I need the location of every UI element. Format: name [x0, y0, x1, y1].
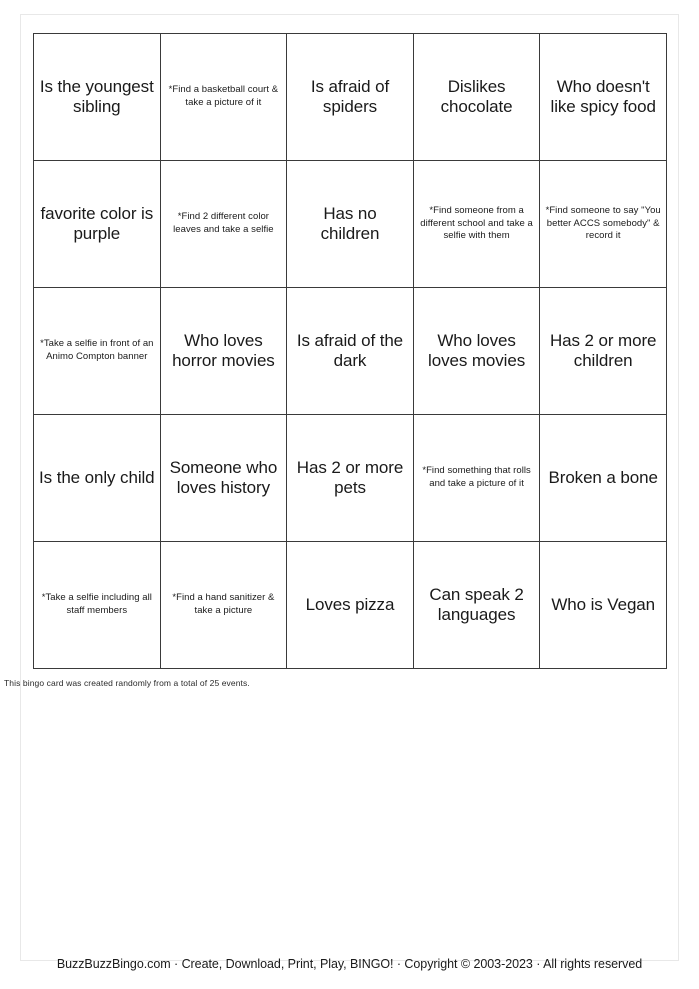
bingo-row — [34, 542, 667, 669]
bingo-row — [34, 415, 667, 542]
bingo-cell[interactable] — [413, 34, 540, 161]
bingo-cell-label: *Find 2 different color leaves and take a selfie — [173, 211, 274, 235]
bingo-cell[interactable] — [34, 161, 161, 288]
bingo-cell-label: Loves pizza — [305, 595, 395, 615]
bingo-cell-label: Has no children — [320, 204, 380, 243]
bingo-cell-label: Who is Vegan — [551, 595, 656, 615]
bingo-cell[interactable] — [287, 161, 414, 288]
bingo-cell-label: Is the only child — [39, 468, 155, 488]
bingo-cell[interactable] — [540, 288, 667, 415]
bingo-cell[interactable] — [34, 288, 161, 415]
bingo-cell-label: Is the youngest sibling — [39, 77, 154, 116]
bingo-cell[interactable] — [160, 34, 287, 161]
bingo-cell[interactable] — [160, 542, 287, 669]
bingo-cell-label: Who doesn't like spicy food — [550, 77, 656, 116]
bingo-cell-label: *Find someone to say "You better ACCS somebody" & record it — [545, 205, 661, 242]
card-generation-note: This bingo card was created randomly from a total of 25 events. — [4, 678, 250, 688]
bingo-cell-label: *Take a selfie including all staff members — [41, 592, 152, 616]
bingo-cell-label: *Find a basketball court & take a picture of it — [168, 84, 279, 108]
bingo-cell[interactable] — [34, 542, 161, 669]
bingo-cell-label: favorite color is purple — [40, 204, 154, 243]
bingo-row — [34, 161, 667, 288]
bingo-cell-label: *Find someone from a different school and take a selfie with them — [420, 205, 533, 242]
bingo-grid — [33, 33, 667, 669]
bingo-cell[interactable] — [160, 415, 287, 542]
bingo-card — [33, 33, 666, 668]
bingo-cell[interactable] — [287, 34, 414, 161]
bingo-cell[interactable] — [540, 161, 667, 288]
bingo-grid-body — [34, 34, 667, 669]
bingo-cell[interactable] — [34, 34, 161, 161]
bingo-cell-label: *Take a selfie in front of an Animo Compton banner — [40, 338, 154, 362]
bingo-cell[interactable] — [413, 288, 540, 415]
bingo-cell-label: Has 2 or more pets — [296, 458, 404, 497]
bingo-cell-label: Broken a bone — [548, 468, 658, 488]
bingo-cell[interactable] — [287, 288, 414, 415]
bingo-row — [34, 34, 667, 161]
bingo-cell[interactable] — [34, 415, 161, 542]
bingo-cell-label: Someone who loves history — [169, 458, 278, 497]
bingo-cell-label: Is afraid of spiders — [310, 77, 390, 116]
bingo-cell-label: *Find a hand sanitizer & take a picture — [172, 592, 275, 616]
bingo-cell[interactable] — [287, 542, 414, 669]
bingo-cell-label: Is afraid of the dark — [296, 331, 404, 370]
bingo-cell-label: Dislikes chocolate — [440, 77, 513, 116]
bingo-cell[interactable] — [413, 161, 540, 288]
bingo-cell[interactable] — [413, 415, 540, 542]
bingo-cell[interactable] — [287, 415, 414, 542]
bingo-cell[interactable] — [160, 161, 287, 288]
bingo-cell-label: Has 2 or more children — [549, 331, 657, 370]
bingo-cell-label: *Find something that rolls and take a picture of it — [422, 465, 531, 489]
bingo-cell[interactable] — [413, 542, 540, 669]
bingo-cell[interactable] — [540, 415, 667, 542]
page-footer: BuzzBuzzBingo.com · Create, Download, Print, Play, BINGO! · Copyright © 2003-2023 · All rights reserved — [56, 957, 643, 971]
bingo-row — [34, 288, 667, 415]
bingo-cell-label: Who loves horror movies — [172, 331, 275, 370]
bingo-cell[interactable] — [160, 288, 287, 415]
bingo-cell[interactable] — [540, 542, 667, 669]
bingo-cell-label: Who loves loves movies — [428, 331, 526, 370]
bingo-cell-label: Can speak 2 languages — [429, 585, 524, 624]
bingo-cell[interactable] — [540, 34, 667, 161]
